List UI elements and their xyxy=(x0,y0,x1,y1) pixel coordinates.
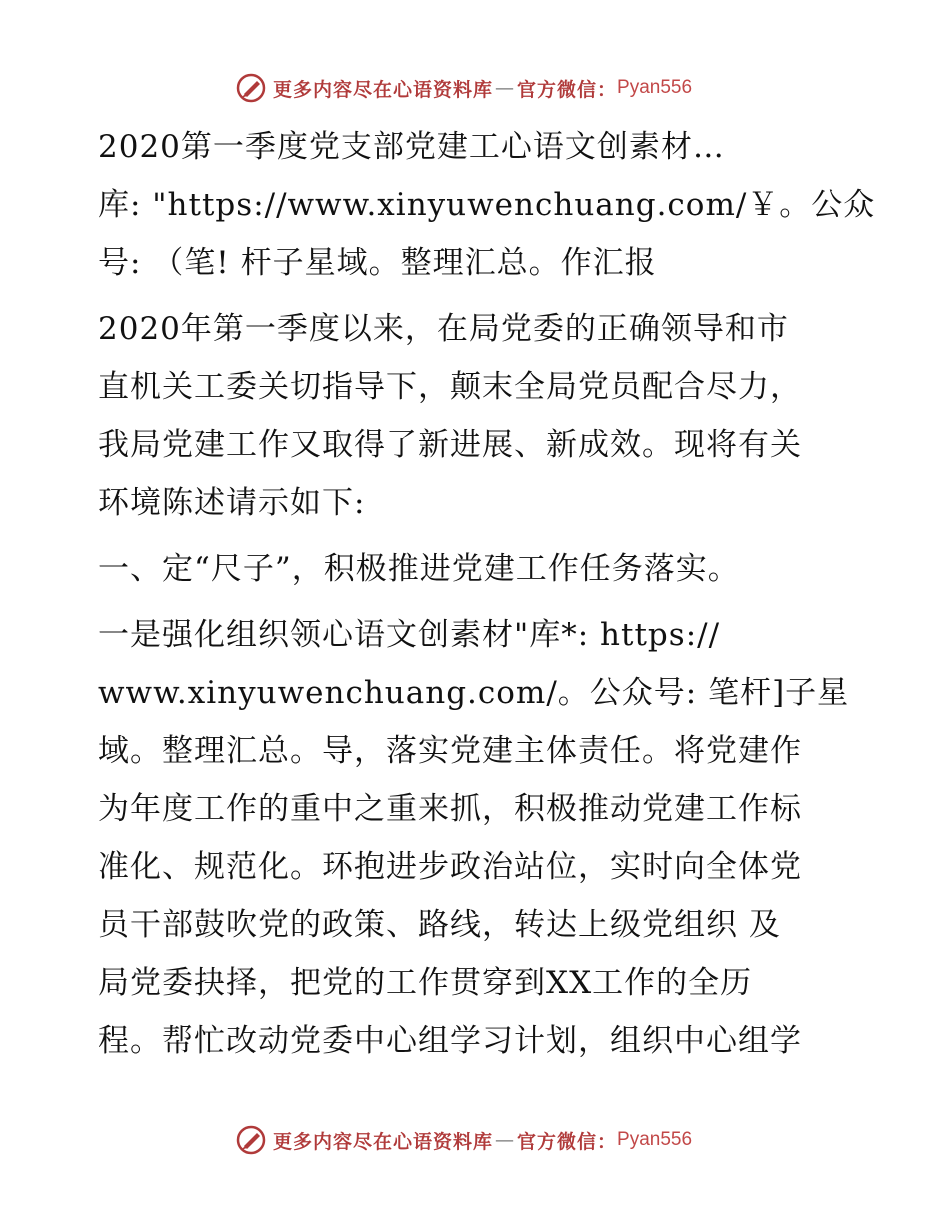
text-line: 号: （笔! 杆子星域。整理汇总。作汇报 xyxy=(98,245,657,281)
text-line: 2020年第一季度以来，在局党委的正确领导和市 xyxy=(98,311,789,347)
watermark-separator: — xyxy=(495,77,516,99)
text-line: 一、定“尺子”，积极推进党建工作任务落实。 xyxy=(98,551,740,587)
text-line: 局党委抉择，把党的工作贯穿到XX工作的全历 xyxy=(98,965,753,1001)
text-line: 库: "https://www.xinyuwenchuang.com/￥。公众 xyxy=(98,187,876,223)
watermark-footer xyxy=(235,1122,692,1158)
text-line: 2020第一季度党支部党建工心语文创素材… xyxy=(98,129,725,165)
section-heading xyxy=(98,540,858,598)
text-line: 员干部鼓吹党的政策、路线，转达上级党组织 及 xyxy=(98,907,781,943)
brush-logo-icon xyxy=(235,72,267,104)
text-line: www.xinyuwenchuang.com/。公众号: 笔杆]子星 xyxy=(98,675,850,711)
text-line: 准化、规范化。环抱进步政治站位，实时向全体党 xyxy=(98,849,802,885)
watermark-main-text: 更多内容尽在心语资料库 xyxy=(273,78,494,101)
text-line: 环境陈述请示如下: xyxy=(98,485,366,521)
watermark-official-label: 官方微信： xyxy=(517,78,618,101)
document-body xyxy=(98,118,876,1070)
watermark-main-text: 更多内容尽在心语资料库 xyxy=(273,1130,494,1153)
watermark-wechat-id: Pyan556 xyxy=(617,1129,693,1150)
text-line: 为年度工作的重中之重来抓，积极推动党建工作标 xyxy=(98,791,802,827)
text-line: 我局党建工作又取得了新进展、新成效。现将有关 xyxy=(98,427,802,463)
intro-paragraph xyxy=(98,300,858,532)
text-line: 域。整理汇总。导，落实党建主体责任。将党建作 xyxy=(98,733,802,769)
body-paragraph xyxy=(98,606,858,1070)
watermark-wechat-id: Pyan556 xyxy=(617,77,693,98)
watermark-header xyxy=(235,70,692,106)
brush-logo-icon xyxy=(235,1124,267,1156)
text-line: 直机关工委关切指导下，颠末全局党员配合尽力， xyxy=(98,369,802,405)
text-line: 程。帮忙改动党委中心组学习计划，组织中心组学 xyxy=(98,1023,802,1059)
watermark-official-label: 官方微信： xyxy=(517,1130,618,1153)
text-line: 一是强化组织领心语文创素材"库*: https:// xyxy=(98,617,721,653)
watermark-separator: — xyxy=(495,1129,516,1151)
title-paragraph xyxy=(98,118,876,292)
